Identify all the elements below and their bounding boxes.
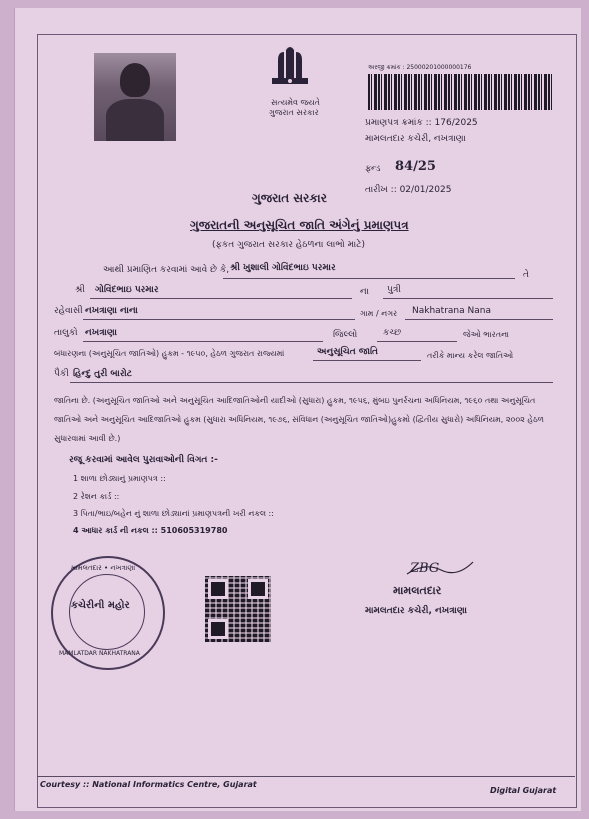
evidence-item: 4 આધાર કાર્ડ ની નકલ :: 510605319780 bbox=[73, 526, 228, 535]
village-label: ગામ / નગર bbox=[360, 309, 398, 318]
file-no-value: 84/25 bbox=[395, 159, 436, 174]
evidence-item: 1 શાળા છોડ્યાનું પ્રમાણપત્ર :: bbox=[73, 474, 166, 483]
na-text: ના bbox=[360, 287, 369, 297]
emblem-caption: ગુજરાત સરકાર bbox=[269, 108, 319, 117]
relation: પુત્રી bbox=[387, 285, 401, 295]
village-value: Nakhatrana Nana bbox=[412, 306, 491, 316]
seal-top-text: મામલતદાર • નખત્રાણા bbox=[71, 564, 136, 572]
application-number: અરજી ક્રમાંક : 25000201000000176 bbox=[368, 64, 472, 71]
constitution-text: બંધારણના (અનુસૂચિત જાતિઓ) હુકમ - ૧૯૫૦, હેઠળ ગુજરાત રાજ્યમાં bbox=[54, 349, 285, 358]
emblem-motto: સત્યમેવ જયતે bbox=[271, 98, 320, 107]
barcode bbox=[368, 74, 553, 110]
state-suffix: જેઓ ભારતના bbox=[463, 330, 510, 339]
issuing-office: મામલતદાર કચેરી, નખત્રાણા bbox=[365, 134, 466, 144]
taluka-label: તાલુકો bbox=[54, 328, 78, 338]
caste-prefix: પૈકી bbox=[54, 369, 69, 379]
recognised-suffix: તરીકે માન્ય કરેલ જાતિઓ bbox=[427, 351, 514, 360]
evidence-item: 2 રેશન કાર્ડ :: bbox=[73, 492, 120, 501]
te-text: તે bbox=[523, 270, 529, 280]
office-seal bbox=[51, 556, 165, 670]
district-label: જિલ્લો bbox=[333, 330, 358, 340]
resident-label: રહેવાસી bbox=[54, 306, 83, 316]
government-title: ગુજરાત સરકાર bbox=[252, 191, 327, 205]
signatory-designation: મામલતદાર bbox=[393, 584, 442, 597]
signatory-office: મામલતદાર કચેરી, નખત્રાણા bbox=[365, 606, 467, 616]
applicant-photo bbox=[94, 53, 176, 141]
applicant-name: શ્રી ખુશાલી ગોવિંદભાઇ પરમાર bbox=[230, 263, 336, 273]
certificate-number: પ્રમાણપત્ર ક્રમાંક :: 176/2025 bbox=[365, 118, 478, 128]
caste-act-paragraph: જાતિના છે. (અનુસૂચિત જાતિઓ અને અનુસૂચિત આદિજાતિઓની યાદીઓ (સુધારા) હુકમ, ૧૯૫૬, મુંબઇ પુનર્રચના અધિનિયમ, ૧૯૬૦ તથા અનુસૂચિત જાતિઓ અને અનુસૂચિત આદિજાતિઓ હુકમ (સુધારા અધિનિયમ, ૧૯૭૬, સંવિધાન (અનુસૂચિત જાતિઓ)હુકમો (દ્વિતીય સુધારો) અધિનિયમ, ૨૦૦૨ હેઠળ સુધારવામાં આવી છે.) bbox=[54, 396, 545, 443]
caste-category: અનુસૂચિત જાતિ bbox=[317, 347, 378, 357]
qr-code bbox=[205, 576, 271, 642]
father-name: ગોવિંદભાઇ પરમાર bbox=[95, 285, 159, 295]
evidence-heading: રજૂ કરવામાં આવેલ પુરાવાઓની વિગત :- bbox=[69, 455, 218, 465]
certificate-subtitle: (ફકત ગુજરાત સરકાર હેઠળના લાભો માટે) bbox=[212, 240, 365, 250]
evidence-item: 3 પિતા/ભાઇ/બહેન નું શાળા છોડ્યાનાં પ્રમાણપત્રની ખરી નકલ :: bbox=[73, 509, 274, 518]
taluka-value: નખત્રાણા bbox=[85, 328, 117, 338]
signature-stroke-icon bbox=[405, 558, 475, 578]
father-prefix: શ્રી bbox=[75, 285, 85, 295]
certificate-page bbox=[14, 8, 581, 811]
file-no-label: ફ્ન્ડ bbox=[365, 164, 381, 174]
certify-prefix: આથી પ્રમાણિત કરવામાં આવે છે કે, bbox=[103, 265, 230, 275]
issue-date: તારીખ :: 02/01/2025 bbox=[365, 185, 452, 195]
certificate-title: ગુજરાતની અનુસૂચિત જાતિ અંગેનું પ્રમાણપત્ર bbox=[190, 218, 409, 232]
footer-courtesy: Courtesy :: National Informatics Centre, Gujarat bbox=[40, 780, 257, 789]
district-value: કચ્છ bbox=[383, 328, 402, 338]
seal-bottom-text: MAMLATDAR NAKHATRANA bbox=[59, 650, 140, 657]
state-emblem-icon bbox=[264, 44, 316, 100]
seal-center-text: કચેરીની મહોર bbox=[71, 600, 130, 611]
signature-mark: ZBG bbox=[410, 561, 440, 576]
resident-value: નખત્રાણા નાના bbox=[85, 306, 138, 316]
footer-digital-gujarat: Digital Gujarat bbox=[490, 786, 557, 795]
caste-name: હિન્દુ તુરી બારોટ bbox=[73, 369, 133, 379]
